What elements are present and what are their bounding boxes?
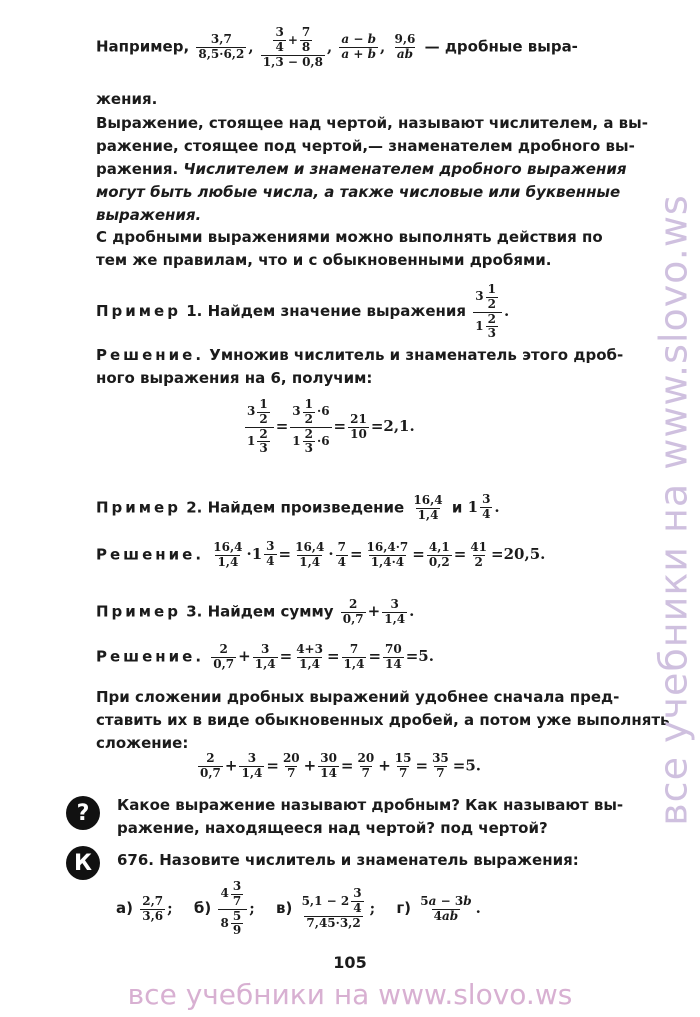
- example-1-label: Пример: [96, 302, 181, 321]
- task-item-a-label: а): [116, 899, 133, 918]
- task-number: 676.: [117, 851, 155, 869]
- solution-2-result: =20,5.: [491, 545, 546, 564]
- example-2-solution: [96, 540, 545, 570]
- sum-computation: $\frac{2}{0,7}$ + $\frac{3}{1,4}$ = $\frac{20}{7}$ + $\frac{30}{14}$ = $\frac{20}{7}$ + $\frac{15}{7}$ = $\frac{35}{7}$ =5.: [200, 751, 481, 780]
- example-1-solution: [96, 346, 623, 364]
- task-heading: [117, 851, 579, 869]
- definition-line-2: ражение, стоящее под чертой,— знаменателем дробного вы-: [96, 137, 635, 155]
- example-1-heading: [96, 283, 509, 341]
- task-text: Назовите числитель и знаменатель выражения:: [159, 851, 579, 869]
- example-3-heading: Пример 3. Найдем сумму $\frac{2}{0,7}$ + $\frac{3}{1,4}$ .: [96, 597, 415, 626]
- definition-rule-1: Числителем и знаменателем дробного выражения: [183, 160, 627, 178]
- example-2-and: и: [451, 498, 463, 517]
- bottom-watermark: все учебники на www.slovo.ws: [127, 978, 573, 1011]
- task-item-b-label: б): [193, 899, 212, 918]
- solution-1-text: Умножив числитель и знаменатель этого дроб-: [209, 346, 624, 364]
- rules-line-1: С дробными выражениями можно выполнять действия по: [96, 228, 603, 246]
- page-number: 105: [333, 953, 367, 972]
- example-2-label: Пример: [96, 498, 181, 517]
- task-item-c-label: в): [275, 899, 293, 918]
- examples-lead: Например,: [96, 37, 190, 56]
- example-1-formula: 3 $\frac{1}{2}$ 1 $\frac{2}{3}$ .: [475, 282, 510, 341]
- definition-line-1: Выражение, стоящее над чертой, называют числителем, а вы-: [96, 114, 648, 132]
- rules-line-2: тем же правилам, что и с обыкновенными дробями.: [96, 251, 552, 269]
- examples-formulas: $\frac{3,7}{8,5\cdot 6,2}$ , $\frac{3}{4}$ + $\frac{7}{8}$ 1,3 − 0,8 , $\frac{a - b}{a + b}$ , $\frac{9,6}{ab}$: [198, 25, 416, 69]
- definition-line-3: [96, 160, 627, 178]
- solution-3-formula: $\frac{2}{0,7}$ + $\frac{3}{1,4}$ = $\frac{4+3}{1,4}$ = $\frac{7}{1,4}$ = $\frac{70}{14}$ =5.: [213, 642, 434, 671]
- solution-3-label: Решение.: [96, 647, 205, 666]
- definition-term: ражения.: [96, 160, 179, 178]
- examples-line: [96, 26, 578, 69]
- example-3-solution: [96, 643, 434, 672]
- solution-2-formula: $\frac{16,4}{1,4}$ ·1 $\frac{3}{4}$ = $\frac{16,4}{1,4}$ · $\frac{7}{4}$ = $\frac{16,4\cdot 7}{1,4\cdot 4}$ = $\frac{4,1}{0,2}$ = $\frac{41}{2}$ =20,5.: [213, 539, 546, 569]
- examples-cont: жения.: [96, 90, 158, 108]
- example-1-solution-cont: ного выражения на 6, получим:: [96, 369, 373, 387]
- sum-rule-line-1: При сложении дробных выражений удобнее сначала пред-: [96, 688, 620, 706]
- example-1-text: 1. Найдем значение выражения: [186, 302, 466, 321]
- examples-tail: — дробные выра-: [424, 37, 578, 56]
- question-icon: ?: [66, 796, 100, 830]
- question-line-2: ражение, находящееся над чертой? под чертой?: [117, 819, 548, 837]
- example-1-computation: 3 $\frac{1}{2}$ 1 $\frac{2}{3}$ = 3 $\frac{1}{2}$ ·6 1 $\frac{2}{3}$ ·6 = $\frac{21}{10}$ =2,1.: [247, 397, 415, 456]
- example-3-label: Пример: [96, 602, 181, 621]
- definition-line-4: могут быть любые числа, а также числовые или буквенные: [96, 183, 621, 201]
- solution-3-result: =5.: [405, 647, 434, 666]
- side-watermark-text: все учебники на www.slovo.ws: [652, 194, 696, 826]
- example-3-text: 3. Найдем сумму: [186, 602, 334, 621]
- example-2-text: 2. Найдем произведение: [186, 498, 405, 517]
- task-items: а) $\frac{2,7}{3,6}$ ; б) 4 $\frac{3}{7}$ 8 $\frac{5}{9}$ ; в) 5,1 − 2 $\frac{3}{4}$ 7,45·3,2 ; г) $\frac{5a - 3b}{4ab}$ .: [116, 879, 481, 938]
- task-item-d-label: г): [396, 899, 412, 918]
- task-k-icon: К: [66, 846, 100, 880]
- example-2-heading: Пример 2. Найдем произведение $\frac{16,4}{1,4}$ и 1 $\frac{3}{4}$ .: [96, 492, 500, 522]
- sum-rule-line-2: ставить их в виде обыкновенных дробей, а потом уже выполнять: [96, 711, 670, 729]
- question-line-1: Какое выражение называют дробным? Как называют вы-: [117, 796, 624, 814]
- solution-2-label: Решение.: [96, 545, 205, 564]
- definition-line-5: выражения.: [96, 206, 202, 224]
- side-watermark: [650, 130, 698, 890]
- solution-1-label: Решение.: [96, 346, 205, 364]
- sum-rule-line-3: сложение:: [96, 734, 189, 752]
